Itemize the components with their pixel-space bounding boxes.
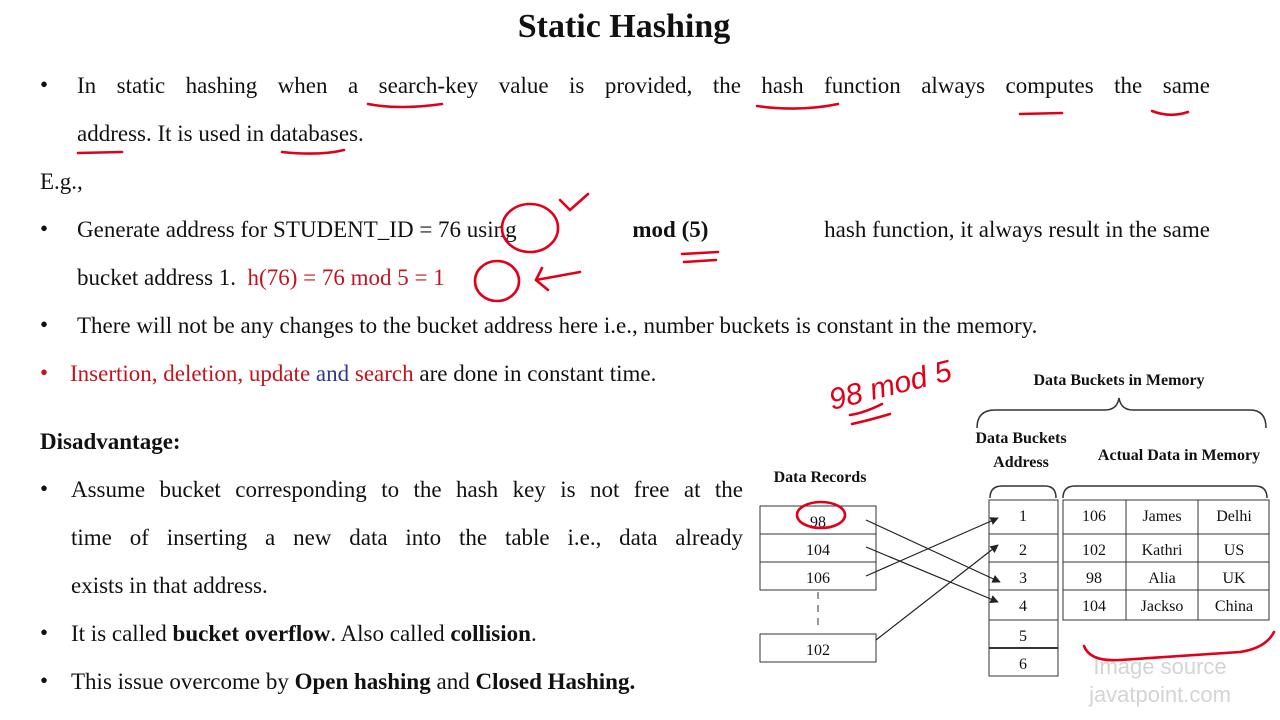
arrow-104-to-4 bbox=[866, 547, 998, 602]
also-called-text: . Also called bbox=[330, 621, 445, 646]
constant-time-text: are done in constant time. bbox=[419, 361, 657, 386]
disadvantage-1-line-1: Assume bucket corresponding to the hash key is not free at the bbox=[71, 477, 743, 502]
bullet-dot: • bbox=[40, 476, 49, 501]
cell-place: Delhi bbox=[1216, 508, 1252, 525]
bullet-dot: • bbox=[40, 72, 49, 97]
operations-red: Insertion, deletion, update bbox=[70, 361, 311, 386]
disadvantage-1-line-3: exists in that address. bbox=[71, 573, 268, 598]
bucket-number: 5 bbox=[1019, 628, 1027, 645]
bucket-address-column bbox=[989, 500, 1058, 676]
cell-id: 102 bbox=[1082, 542, 1106, 559]
cell-name: Alia bbox=[1148, 570, 1176, 587]
cell-id: 106 bbox=[1082, 508, 1106, 525]
bucket-number: 1 bbox=[1019, 508, 1027, 525]
record-value: 98 bbox=[810, 514, 826, 531]
bullet-dot: • bbox=[40, 620, 49, 645]
bullet-dot: • bbox=[40, 668, 49, 693]
closed-hashing-bold: Closed Hashing. bbox=[475, 669, 636, 694]
memory-brace bbox=[977, 398, 1266, 428]
para-1-line-1: In static hashing when a search-key value is provided, the hash function always computes the same bbox=[77, 73, 1210, 98]
page-title: Static Hashing bbox=[517, 8, 731, 45]
collision-bold: collision bbox=[450, 621, 531, 646]
bullet-dot: • bbox=[40, 216, 49, 241]
overcome-text: This issue overcome by bbox=[71, 669, 289, 694]
cell-name: Kathri bbox=[1141, 542, 1183, 559]
watermark-line-1: Image source bbox=[1093, 654, 1227, 679]
bullet-dot: • bbox=[40, 312, 49, 337]
cell-name: James bbox=[1142, 508, 1182, 525]
and-text: and bbox=[436, 669, 470, 694]
actual-data-header: Actual Data in Memory bbox=[1097, 447, 1261, 464]
para-2-text-a: Generate address for STUDENT_ID = 76 using bbox=[77, 217, 517, 242]
bullet-dot-red: • bbox=[40, 360, 49, 385]
disadvantage-heading: Disadvantage: bbox=[40, 429, 181, 454]
cell-name: Jackso bbox=[1140, 598, 1184, 615]
period-text: . bbox=[530, 621, 537, 646]
diagram-title: Data Buckets in Memory bbox=[1033, 372, 1205, 389]
bucket-number: 6 bbox=[1019, 656, 1027, 673]
bucket-number: 4 bbox=[1019, 598, 1027, 615]
address-header-1: Data Buckets bbox=[975, 430, 1067, 447]
and-blue: and bbox=[315, 361, 350, 386]
disadvantage-1-line-2: time of inserting a new data into the table i.e., data already bbox=[71, 525, 743, 550]
cell-id: 104 bbox=[1082, 598, 1106, 615]
arrow-106-to-1 bbox=[866, 518, 998, 576]
record-value: 102 bbox=[806, 642, 830, 659]
watermark-line-2: javatpoint.com bbox=[1089, 682, 1231, 707]
bucket-overflow-bold: bucket overflow bbox=[172, 621, 331, 646]
bucket-address-text: bucket address 1. bbox=[77, 265, 237, 290]
called-text: It is called bbox=[71, 621, 167, 646]
cell-place: UK bbox=[1222, 570, 1246, 587]
open-hashing-bold: Open hashing bbox=[294, 669, 431, 694]
cell-place: US bbox=[1223, 542, 1245, 559]
eg-label: E.g., bbox=[40, 169, 83, 194]
search-red: search bbox=[354, 361, 414, 386]
record-value: 104 bbox=[806, 542, 830, 559]
bucket-number: 3 bbox=[1019, 570, 1027, 587]
hash-formula: h(76) = 76 mod 5 = 1 bbox=[247, 265, 445, 290]
mod-5-bold: mod (5) bbox=[632, 217, 709, 242]
para-3: There will not be any changes to the bucket address here i.e., number buckets is constant in the memory. bbox=[77, 313, 1038, 338]
address-header-2: Address bbox=[993, 454, 1049, 471]
records-header: Data Records bbox=[773, 469, 867, 486]
handwritten-annotation: 98 mod 5 bbox=[825, 354, 956, 417]
record-value: 106 bbox=[806, 570, 830, 587]
address-brace bbox=[990, 486, 1056, 498]
arrow-98-to-3 bbox=[866, 520, 1000, 582]
para-1-line-2: address. It is used in databases. bbox=[77, 121, 364, 146]
cell-id: 98 bbox=[1086, 570, 1102, 587]
cell-place: China bbox=[1214, 598, 1254, 615]
bucket-number: 2 bbox=[1019, 542, 1027, 559]
actual-data-brace bbox=[1063, 486, 1267, 498]
para-2-text-c: hash function, it always result in the same bbox=[824, 217, 1210, 242]
